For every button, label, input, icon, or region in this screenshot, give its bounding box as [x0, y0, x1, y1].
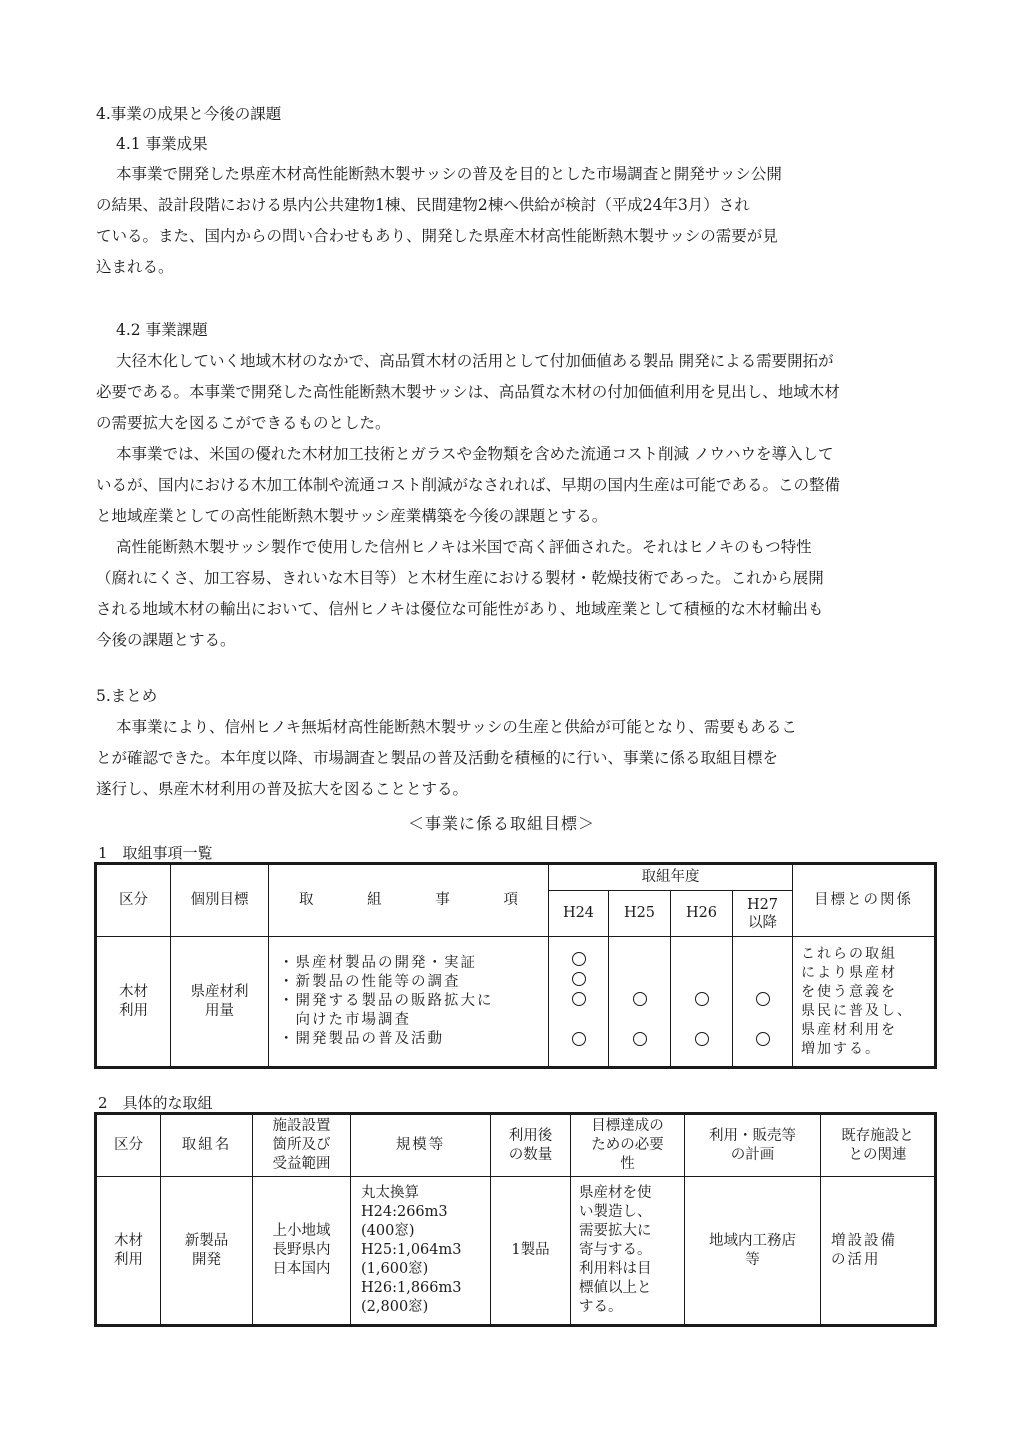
item-line: ・新製品の性能等の調査 — [279, 974, 461, 990]
item-line: ・県産材製品の開発・実証 — [279, 955, 477, 971]
paragraph-line: と地域産業としての高性能断熱木製サッシ産業構築を今後の課題とする。 — [96, 507, 608, 525]
header-relation: 既存施設と との関連 — [821, 1115, 935, 1177]
circle-mark — [737, 992, 788, 1012]
circle-mark — [675, 992, 728, 1012]
header-char: 組 — [367, 892, 382, 908]
row-scale: 丸太換算 H24:266m3 (400窓) H25:1,064m3 (1,600窓) H26:1,866m3 (2,800窓) — [351, 1177, 491, 1325]
row-target: 県産材利 用量 — [171, 937, 269, 1067]
header-relation: 目標との関係 — [793, 865, 935, 937]
row-h25 — [609, 937, 671, 1067]
paragraph-line: 必要である。本事業で開発した高性能断熱木製サッシは、高品質な木材の付加価値利用を見出し、地域木材 — [96, 383, 840, 401]
targets-caption: ＜事業に係る取組目標＞ — [408, 814, 596, 833]
row-kubun: 木材 利用 — [97, 937, 171, 1067]
section-5-heading: 5.まとめ — [96, 687, 158, 705]
circle-mark — [613, 1032, 666, 1052]
header-target: 個別目標 — [171, 865, 269, 937]
header-plan: 利用・販売等 の計画 — [685, 1115, 821, 1177]
paragraph-line: される地域木材の輸出において、信州ヒノキは優位な可能性があり、地域産業として積極的な木材輸出も — [96, 600, 824, 618]
table-1-title: 1 取組事項一覧 — [98, 844, 213, 862]
circle-mark — [613, 992, 666, 1012]
circle-mark — [553, 952, 604, 972]
paragraph-line: の需要拡大を図るこができるものとした。 — [96, 414, 391, 432]
header-quantity: 利用後 の数量 — [491, 1115, 571, 1177]
paragraph-line: （腐れにくさ、加工容易、きれいな木目等）と木材生産における製材・乾燥技術であった。これから展開 — [96, 569, 824, 587]
section-4-1-heading: 4.1 事業成果 — [116, 135, 208, 153]
paragraph-line: 大径木化していく地域木材のなかで、高品質木材の活用として付加価値ある製品 開発による需要開拓が — [116, 352, 834, 370]
item-line: ・開発製品の普及活動 — [279, 1031, 444, 1047]
header-char: 事 — [435, 892, 450, 908]
row-h26 — [671, 937, 733, 1067]
header-char: 取 — [299, 892, 314, 908]
header-year-h25: H25 — [609, 891, 671, 937]
table-2-title: 2 具体的な取組 — [98, 1094, 213, 1112]
header-area: 施設設置 箇所及び 受益範囲 — [253, 1115, 351, 1177]
header-name: 取組名 — [161, 1115, 253, 1177]
header-necessity: 目標達成の ための必要 性 — [571, 1115, 685, 1177]
header-year-h24: H24 — [549, 891, 609, 937]
table-1 — [96, 864, 935, 1067]
row-h24 — [549, 937, 609, 1067]
paragraph-line: 込まれる。 — [96, 258, 174, 276]
paragraph-line: 本事業では、米国の優れた木材加工技術とガラスや金物類を含めた流通コスト削減 ノウハウを導入して — [116, 445, 834, 463]
row-relation: これらの取組 により県産材 を使う意義を 県民に普及し、 県産材利用を 増加する。 — [793, 937, 935, 1067]
circle-mark — [553, 992, 604, 1012]
circle-mark — [675, 1032, 728, 1052]
paragraph-line: 本事業により、信州ヒノキ無垢材高性能断熱木製サッシの生産と供給が可能となり、需要もあるこ — [116, 718, 797, 736]
circle-mark — [737, 1032, 788, 1052]
header-items — [269, 865, 549, 937]
row-plan: 地域内工務店 等 — [685, 1177, 821, 1325]
row-quantity: 1製品 — [491, 1177, 571, 1325]
header-year-group: 取組年度 — [549, 865, 793, 891]
paragraph-line: の結果、設計段階における県内公共建物1棟、民間建物2棟へ供給が検討（平成24年3月）され — [96, 196, 750, 214]
row-relation: 増設設備 の活用 — [821, 1177, 935, 1325]
row-necessity: 県産材を使 い製造し、 需要拡大に 寄与する。 利用料は目 標値以上と する。 — [571, 1177, 685, 1325]
header-kubun: 区分 — [97, 865, 171, 937]
row-name: 新製品 開発 — [161, 1177, 253, 1325]
paragraph-line: とが確認できた。本年度以降、市場調査と製品の普及活動を積極的に行い、事業に係る取組目標を — [96, 749, 779, 767]
paragraph-line: 本事業で開発した県産木材高性能断熱木製サッシの普及を目的とした市場調査と開発サッシ公開 — [116, 165, 782, 183]
row-h27 — [733, 937, 793, 1067]
paragraph-line: 遂行し、県産木材利用の普及拡大を図ることとする。 — [96, 780, 469, 798]
header-year-h27: H27 以降 — [733, 891, 793, 937]
circle-mark — [553, 1032, 604, 1052]
header-kubun: 区分 — [97, 1115, 161, 1177]
row-kubun: 木材 利用 — [97, 1177, 161, 1325]
item-line: 向けた市場調査 — [279, 1012, 411, 1028]
item-line: ・開発する製品の販路拡大に — [279, 993, 494, 1009]
section-4-heading: 4.事業の成果と今後の課題 — [96, 105, 282, 123]
paragraph-line: ている。また、国内からの問い合わせもあり、開発した県産木材高性能断熱木製サッシの需要が見 — [96, 227, 778, 245]
paragraph-line: 今後の課題とする。 — [96, 631, 236, 649]
header-scale: 規模等 — [351, 1115, 491, 1177]
paragraph-line: いるが、国内における木加工体制や流通コスト削減がなされれば、早期の国内生産は可能である。この整備 — [96, 476, 841, 494]
paragraph-line: 高性能断熱木製サッシ製作で使用した信州ヒノキは米国で高く評価された。それはヒノキのもつ特性 — [116, 538, 812, 556]
header-char: 項 — [503, 892, 518, 908]
row-items — [269, 937, 549, 1067]
header-year-h26: H26 — [671, 891, 733, 937]
row-area: 上小地域 長野県内 日本国内 — [253, 1177, 351, 1325]
circle-mark — [553, 972, 604, 992]
table-2 — [96, 1114, 935, 1325]
section-4-2-heading: 4.2 事業課題 — [116, 321, 208, 339]
